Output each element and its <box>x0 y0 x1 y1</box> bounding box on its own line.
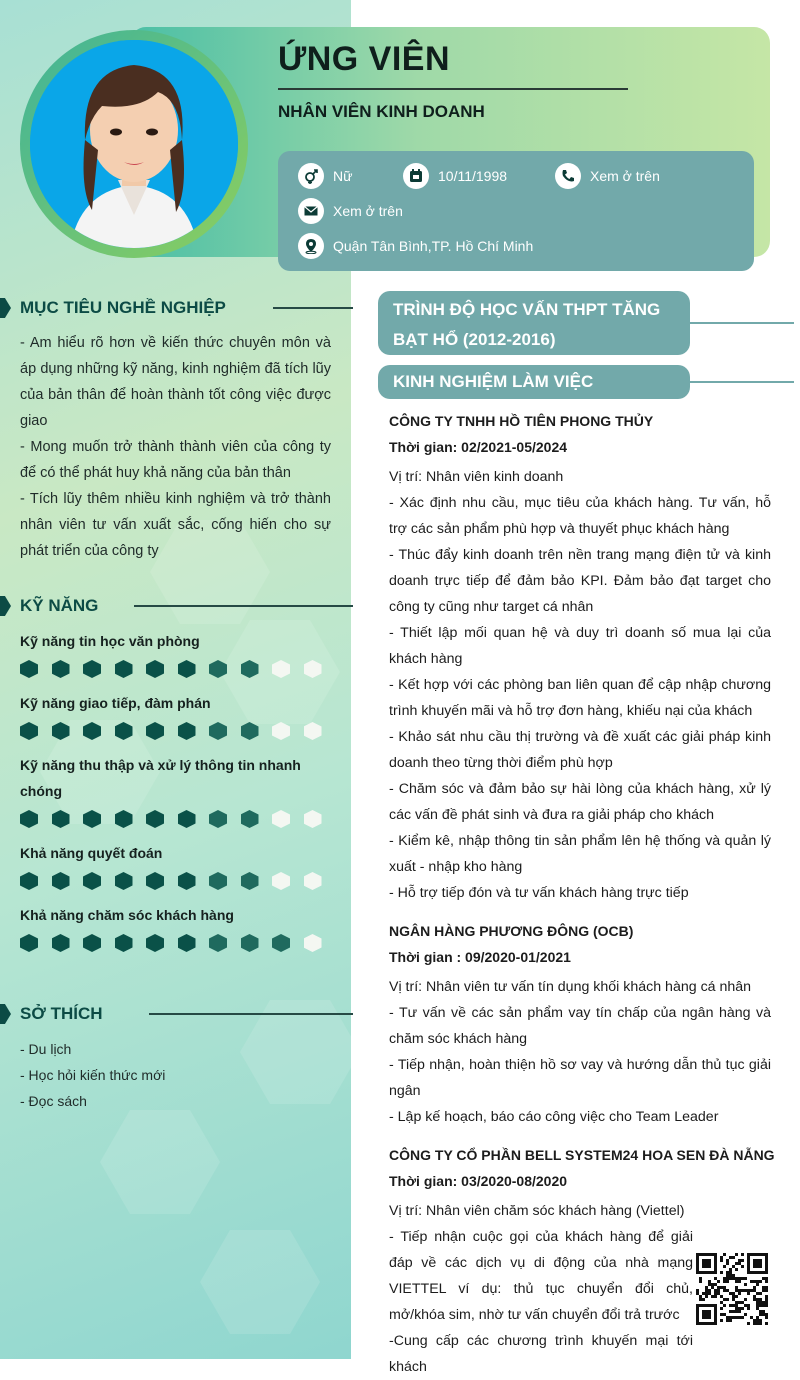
experience-title-box <box>378 365 690 399</box>
skill-label: Kỹ năng tin học văn phòng <box>20 633 200 649</box>
skill-dot-empty <box>272 660 290 678</box>
skill-dot-filled <box>241 810 259 828</box>
hobbies-title-text: SỞ THÍCH <box>20 1004 103 1023</box>
job-line: - Khảo sát nhu cầu thị trường và đề xuất các giải pháp kinh doanh theo từng thời điểm phù hợp <box>389 729 771 771</box>
contact-box <box>278 151 754 271</box>
section-marker-icon <box>0 298 11 318</box>
skill-dot-empty <box>272 872 290 890</box>
skill-dot-filled <box>209 722 227 740</box>
job-line: - Tiếp nhận cuộc gọi của khách hàng để giải đáp về các dịch vụ di động của nhà mạng VIETTEL ví dụ: thủ tục chuyển đổi chủ, mở/khóa sim, nhờ tư vấn chuyển đổi trả trước <box>389 1229 693 1323</box>
qr-code-image <box>696 1253 768 1325</box>
skill-rating <box>20 660 322 678</box>
education-title-line: BẠT HỔ (2012-2016) <box>393 330 556 349</box>
email-value: Xem ở trên <box>333 203 403 219</box>
skill-dot-filled <box>83 660 101 678</box>
job-line: - Kiểm kê, nhập thông tin sản phẩm lên hệ thống và quản lý xuất - nhập kho hàng <box>389 833 771 875</box>
skill-rating <box>20 722 322 740</box>
job-company: CÔNG TY TNHH HỒ TIÊN PHONG THỦY <box>389 413 654 429</box>
skill-dot-filled <box>115 934 133 952</box>
objective-title-line <box>273 307 353 309</box>
name-underline <box>278 88 628 90</box>
skill-dot-filled <box>115 810 133 828</box>
job-time: Thời gian : 09/2020-01/2021 <box>389 949 571 965</box>
calendar-icon <box>403 163 429 189</box>
skill-label: Khả năng quyết đoán <box>20 845 163 861</box>
contact-birthday <box>403 163 507 189</box>
decorative-hexagon <box>200 1230 320 1334</box>
gender-icon <box>298 163 324 189</box>
location-pin-icon <box>298 233 324 259</box>
skill-dot-empty <box>272 810 290 828</box>
hobby-item: - Đọc sách <box>20 1093 87 1109</box>
skill-dot-filled <box>20 660 38 678</box>
job-line: - Tiếp nhận, hoàn thiện hồ sơ vay và hướng dẫn thủ tục giải ngân <box>389 1057 771 1099</box>
job-line: - Kết hợp với các phòng ban liên quan để cập nhập chương trình khuyến mãi và hỗ trợ đơn hàng, khiếu nại của khách <box>389 677 771 719</box>
skill-dot-filled <box>83 934 101 952</box>
contact-phone <box>555 163 660 189</box>
avatar <box>30 40 238 248</box>
skill-dot-filled <box>83 722 101 740</box>
skill-dot-filled <box>209 660 227 678</box>
job-line: - Thiết lập mối quan hệ và duy trì doanh số mua lại của khách hàng <box>389 625 771 667</box>
skill-dot-filled <box>115 660 133 678</box>
email-icon <box>298 198 324 224</box>
skill-dot-filled <box>52 722 70 740</box>
skill-dot-filled <box>20 872 38 890</box>
skill-dot-filled <box>178 810 196 828</box>
skill-dot-filled <box>241 934 259 952</box>
skill-dot-filled <box>115 872 133 890</box>
skill-dot-empty <box>304 872 322 890</box>
skill-dot-empty <box>304 722 322 740</box>
skill-dot-filled <box>272 934 290 952</box>
job-time: Thời gian: 02/2021-05/2024 <box>389 439 568 455</box>
objective-title-text: MỤC TIÊU NGHỀ NGHIỆP <box>20 298 226 317</box>
skills-title-text: KỸ NĂNG <box>20 596 99 615</box>
skill-rating <box>20 934 322 952</box>
decorative-hexagon <box>240 1000 360 1104</box>
experience-title-line-rule <box>690 381 794 383</box>
skill-dot-filled <box>178 934 196 952</box>
birthday-value: 10/11/1998 <box>438 168 508 184</box>
job-line: - Thúc đẩy kinh doanh trên nền trang mạng điện tử và kinh doanh trực tiếp để đảm bảo KPI. Đảm bảo đạt target cho công ty cũng như target cá nhân <box>389 547 771 615</box>
skill-dot-filled <box>20 934 38 952</box>
objective-title <box>6 298 226 318</box>
skill-rating <box>20 872 322 890</box>
candidate-name: ỨNG VIÊN <box>278 40 451 78</box>
hobby-item: - Học hỏi kiến thức mới <box>20 1067 166 1083</box>
skill-dot-filled <box>241 722 259 740</box>
skill-rating <box>20 810 322 828</box>
skill-dot-filled <box>146 722 164 740</box>
job-line: - Hỗ trợ tiếp đón và tư vấn khách hàng trực tiếp <box>389 885 689 901</box>
contact-email <box>298 198 403 224</box>
experience-title-text: KINH NGHIỆM LÀM VIỆC <box>393 372 594 391</box>
skill-dot-filled <box>241 660 259 678</box>
skill-dot-filled <box>178 660 196 678</box>
contact-address <box>298 233 533 259</box>
section-marker-icon <box>0 596 11 616</box>
objective-line: - Am hiểu rõ hơn về kiến thức chuyên môn và áp dụng những kỹ năng, kinh nghiệm đã tích lũy của bản thân để hoàn thành tốt công việc được giao <box>20 335 331 429</box>
skill-dot-filled <box>83 810 101 828</box>
skill-dot-empty <box>304 934 322 952</box>
skill-dot-filled <box>146 872 164 890</box>
skill-label: Kỹ năng giao tiếp, đàm phán <box>20 695 211 711</box>
job-line: -Cung cấp các chương trình khuyến mại tới khách <box>389 1333 693 1375</box>
objective-line: - Tích lũy thêm nhiều kinh nghiệm và trở thành nhân viên tư vấn xuất sắc, cống hiến cho sự phát triển của công ty <box>20 491 331 559</box>
skill-dot-filled <box>52 660 70 678</box>
skill-dot-empty <box>304 810 322 828</box>
hobbies-title <box>6 1004 103 1024</box>
avatar-frame <box>20 30 248 258</box>
skill-dot-filled <box>209 810 227 828</box>
skill-dot-filled <box>52 810 70 828</box>
skill-dot-filled <box>146 810 164 828</box>
hobbies-title-line <box>149 1013 353 1015</box>
skill-dot-filled <box>20 722 38 740</box>
skill-dot-filled <box>52 934 70 952</box>
skill-dot-filled <box>178 722 196 740</box>
phone-value: Xem ở trên <box>590 168 660 184</box>
job-company: CÔNG TY CỔ PHẦN BELL SYSTEM24 HOA SEN ĐÀ NẴNG <box>389 1147 775 1163</box>
job-entry <box>389 408 771 906</box>
job-line: - Lập kế hoạch, báo cáo công việc cho Team Leader <box>389 1109 719 1125</box>
job-line: Vị trí: Nhân viên tư vấn tín dụng khối khách hàng cá nhân <box>389 979 752 995</box>
decorative-hexagon <box>100 1110 220 1214</box>
job-line: - Xác định nhu cầu, mục tiêu của khách hàng. Tư vấn, hỗ trợ các sản phẩm phù hợp và thuyết phục khách hàng <box>389 495 771 537</box>
skill-dot-filled <box>146 660 164 678</box>
objective-line: - Mong muốn trở thành thành viên của công ty để có thể phát huy khả năng của bản thân <box>20 439 331 481</box>
objective-text <box>20 330 331 564</box>
skill-dot-filled <box>241 872 259 890</box>
job-line: Vị trí: Nhân viên kinh doanh <box>389 469 564 485</box>
contact-gender <box>298 163 352 189</box>
skill-dot-filled <box>83 872 101 890</box>
qr-code <box>696 1253 768 1325</box>
skills-title-line <box>134 605 353 607</box>
skill-dot-empty <box>272 722 290 740</box>
hobby-item: - Du lịch <box>20 1041 72 1057</box>
skill-dot-filled <box>146 934 164 952</box>
education-title-line: TRÌNH ĐỘ HỌC VẤN THPT TĂNG <box>393 300 661 319</box>
hobbies-list <box>20 1036 165 1114</box>
skills-title <box>6 596 98 616</box>
job-line: - Tư vấn về các sản phẩm vay tín chấp của ngân hàng và chăm sóc khách hàng <box>389 1005 771 1047</box>
job-title: NHÂN VIÊN KINH DOANH <box>278 102 485 121</box>
skill-label: Khả năng chăm sóc khách hàng <box>20 907 234 923</box>
skill-dot-filled <box>178 872 196 890</box>
job-line: - Chăm sóc và đảm bảo sự hài lòng của khách hàng, xử lý các vấn đề phát sinh và đưa ra giải pháp cho khách <box>389 781 771 823</box>
gender-value: Nữ <box>333 168 353 184</box>
job-entry <box>389 918 771 1130</box>
skill-dot-filled <box>209 872 227 890</box>
skill-dot-filled <box>209 934 227 952</box>
skill-dot-filled <box>115 722 133 740</box>
job-line: Vị trí: Nhân viên chăm sóc khách hàng (Viettel) <box>389 1203 685 1219</box>
job-entry <box>389 1142 775 1380</box>
address-value: Quận Tân Bình,TP. Hồ Chí Minh <box>333 238 534 254</box>
phone-icon <box>555 163 581 189</box>
skill-dot-filled <box>52 872 70 890</box>
section-marker-icon <box>0 1004 11 1024</box>
avatar-portrait-image <box>30 40 238 248</box>
education-title-line-rule <box>690 322 794 324</box>
skill-label: Kỹ năng thu thập và xử lý thông tin nhanh chóng <box>20 757 301 799</box>
job-company: NGÂN HÀNG PHƯƠNG ĐÔNG (OCB) <box>389 923 634 939</box>
skill-dot-filled <box>20 810 38 828</box>
job-time: Thời gian: 03/2020-08/2020 <box>389 1173 568 1189</box>
education-title-box <box>378 291 690 355</box>
skill-dot-empty <box>304 660 322 678</box>
